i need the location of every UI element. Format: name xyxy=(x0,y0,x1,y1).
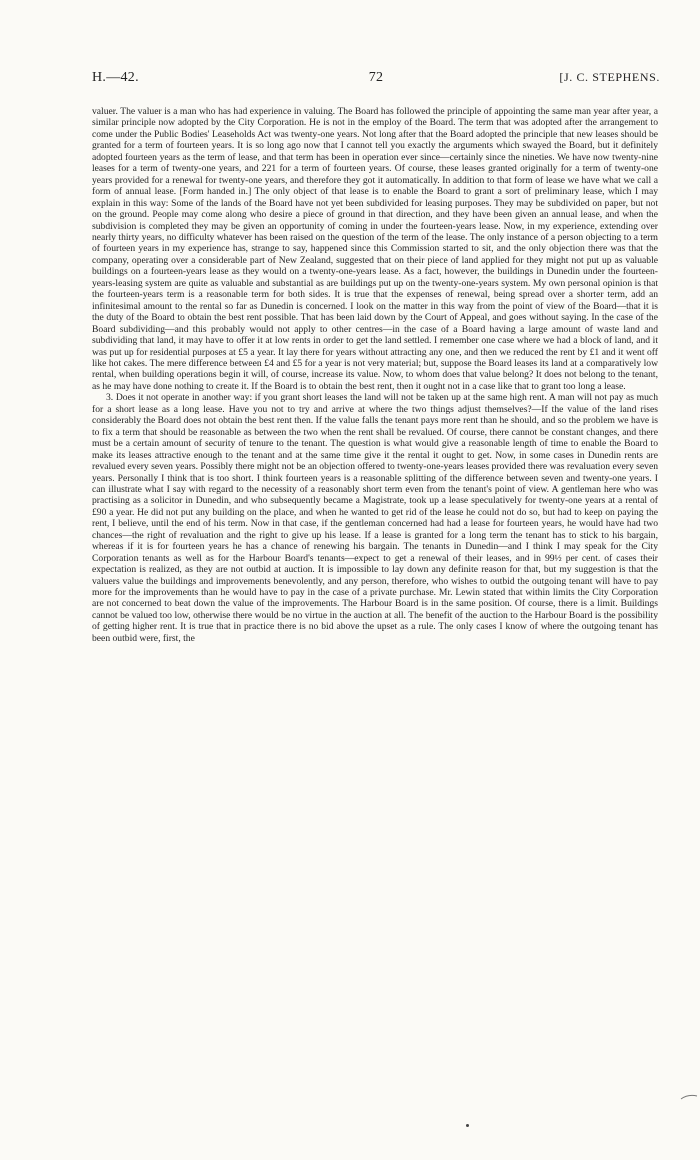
witness-name: [J. C. STEPHENS. xyxy=(559,70,660,84)
page-number: 72 xyxy=(368,70,384,85)
ink-dot xyxy=(466,1124,469,1127)
page-header xyxy=(92,70,660,92)
document-reference: H.—42. xyxy=(92,70,139,85)
paragraph-2: 3. Does it not operate in another way: if you grant short leases the land will not be taken up at the same high rent. A man will not pay as much for a short lease as a long lease. Have you not to try and arrive at where the two things adjust themselves?—If the value of the land rises considerably the Board does not obtain the best rent then. If the value falls the tenant pays more rent than he should, and so the problem we have is to fix a term that should be reasonable as between the two when the rent shall be revalued. Of course, there cannot be constant changes, and there must be a certain amount of security of tenure to the tenant. The question is what would give a reasonable length of time to enable the Board to make its leases attractive enough to the tenant and at the same time give it the rental it ought to get. Now, in some cases in Dunedin rents are revalued every seven years. Possibly there might not be an objection offered to twenty-one-years leases provided there was revaluation every seven years. Personally I think that is too short. I think fourteen years is a reasonable splitting of the difference between seven and twenty-one years. I can illustrate what I say with regard to the necessity of a reasonably short term even from the tenant's point of view. A gentleman here who was practising as a solicitor in Dunedin, and who subsequently became a Magistrate, took up a lease speculatively for twenty-one years at a rental of £90 a year. He did not put any building on the place, and when he wanted to get rid of the lease he could not do so, but had to keep on paying the rent, I believe, until the end of his term. Now in that case, if the gentleman concerned had had a lease for fourteen years, he would have had two chances—the right of revaluation and the right to give up his lease. If a lease is granted for a long term the tenant has to stick to his bargain, whereas if it is for fourteen years he has a chance of renewing his bargain. The tenants in Dunedin—and I think I may speak for the City Corporation tenants as well as for the Harbour Board's tenants—expect to get a renewal of their leases, and in 99½ per cent. of cases their expectation is realized, as they are not outbid at auction. It is impossible to lay down any definite reason for that, but my suggestion is that the valuers value the buildings and improvements benevolently, and any person, therefore, who wishes to outbid the outgoing tenant will have to pay more for the improvements than he would have to pay in the case of a private purchase. Mr. Lewin stated that within limits the City Corporation are not concerned to beat down the value of the improvements. The Harbour Board is in the same position. Of course, there is a limit. Buildings cannot be valued too low, otherwise there would be no virtue in the auction at all. The benefit of the auction to the Harbour Board is the possibility of getting higher rent. It is true that in practice there is no bid above the upset as a rule. The only cases I know of where the outgoing tenant has been outbid were, first, the xyxy=(92,392,658,644)
margin-pencil-mark-icon xyxy=(680,1093,698,1101)
paragraph-1: valuer. The valuer is a man who has had experience in valuing. The Board has followed the principle of appointing the same man year after year, a similar principle now adopted by the City Corporation. He is not in the employ of the Board. The term that was adopted after the arrangement to come under the Public Bodies' Leaseholds Act was twenty-one years. Not long after that the Board adopted the principle that new leases should be granted for a term of fourteen years. It is so long ago now that I cannot tell you exactly the arguments which swayed the Board, but it definitely adopted fourteen years as the term of lease, and that term has been in operation ever since—certainly since the nineties. We have now twenty-nine leases for a term of twenty-one years, and 221 for a term of fourteen years. Of course, these leases granted originally for a term of twenty-one years provided for a renewal for twenty-one years, and therefore they got it automatically. In addition to that form of lease we have what we call a form of annual lease. [Form handed in.] The only object of that lease is to enable the Board to grant a sort of preliminary lease, which I may explain in this way: Some of the lands of the Board have not yet been subdivided for leasing purposes. They may be subdivided on paper, but not on the ground. People may come along who desire a piece of ground in that direction, and they have been given an annual lease, and when the subdivision is completed they may be given an opportunity of coming in under the fourteen-years lease. Now, in my experience, extending over nearly thirty years, no difficulty whatever has been raised on the question of the term of the lease. The only instance of a person objecting to a term of fourteen years in my experience has, strange to say, happened since this Commission started to sit, and the only objection there was that the company, operating over a considerable part of New Zealand, suggested that on their piece of land applied for they might not put up as valuable buildings on a fourteen-years lease as they would on a twenty-one-years lease. As a fact, however, the buildings in Dunedin under the fourteen-years-leasing system are quite as valuable and substantial as are buildings put up on the twenty-one-years system. My own personal opinion is that the fourteen-years term is a reasonable term for both sides. It is true that the expenses of renewal, being spread over a shorter term, add an infinitesimal amount to the rental so far as Dunedin is concerned. I look on the matter in this way from the point of view of the Board—that it is the duty of the Board to obtain the best rent possible. That has been laid down by the Court of Appeal, and goes without saying. In the case of the Board subdividing—and this probably would not apply to other centres—in the case of a Board having a large amount of waste land and subdividing that land, it may have to offer it at low rents in order to get the land settled. I remember one case where we had a block of land, and it was put up for residential purposes at £5 a year. It lay there for years without attracting any one, and then we reduced the rent by £1 and it went off like hot cakes. The mere difference between £4 and £5 for a year is not very material; but, suppose the Board leases its land at a comparatively low rental, when building operations begin it will, of course, increase its value. Now, to whom does that value belong? It does not belong to the tenant, as he may have done nothing to create it. If the Board is to obtain the best rent, then it ought not in a case like that to grant too long a lease. xyxy=(92,106,658,392)
page-body xyxy=(92,106,658,644)
